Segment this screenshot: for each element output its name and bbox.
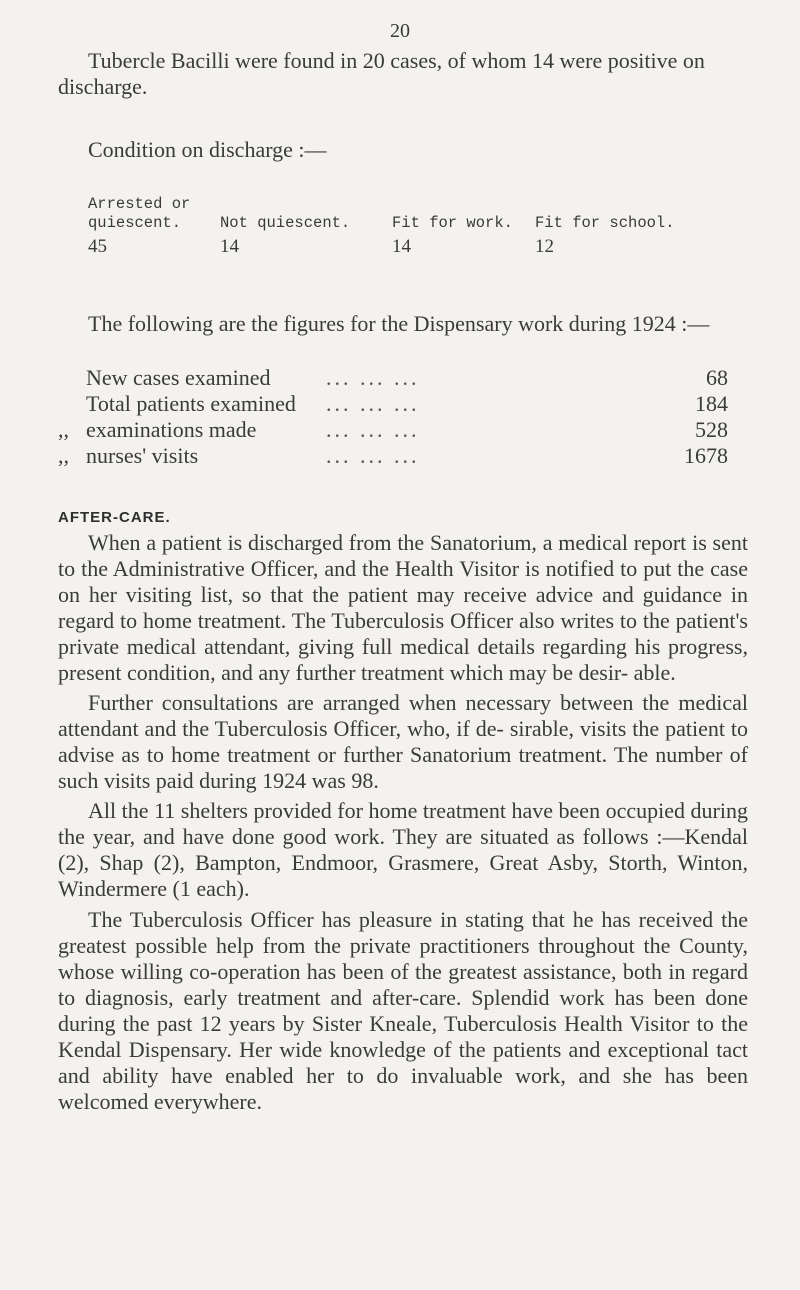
stat-row xyxy=(58,443,728,469)
stat-value: 184 xyxy=(695,391,728,416)
value-not-quiescent: 14 xyxy=(220,236,239,257)
stat-value: 1678 xyxy=(684,443,728,468)
header-quiescent: quiescent. xyxy=(88,214,182,232)
stat-row xyxy=(58,391,728,417)
value-fit-for-school: 12 xyxy=(535,236,554,257)
paragraph-discharge-report: When a patient is discharged from the Sanatorium, a medical report is sent to the Administrative Officer, and the Health Visitor is notified to put the case on her visiting list, so that the patient may receive advice and guidance in regard to home treatment. The Tuberculosis Officer also writes to the patient's private medical attendant, giving full medical details regarding his progress, present condition, and any further treatment which may be desir- able. xyxy=(58,530,748,685)
dispensary-intro: The following are the figures for the Dispensary work during 1924 :— xyxy=(88,311,710,336)
stat-row xyxy=(58,417,728,443)
paragraph-shelters: All the 11 shelters provided for home treatment have been occupied during the year, and have done good work. They are situated as follows :—Kendal (2), Shap (2), Bampton, Endmoor, Grasmere, Great Asby, Storth, Winton, Windermere (1 each). xyxy=(58,798,748,901)
header-fit-for-work: Fit for work. xyxy=(392,214,513,232)
header-arrested: Arrested or xyxy=(88,195,191,213)
after-care-heading: AFTER-CARE. xyxy=(58,509,171,526)
paragraph-acknowledgement: The Tuberculosis Officer has pleasure in stating that he has received the greatest possible help from the private practitioners throughout the County, whose willing co-operation has been of the greatest assistance, both in regard to diagnosis, early treatment and after-care. Splendid work has been done during the past 12 years by Sister Kneale, Tuberculosis Health Visitor to the Kendal Dispensary. Her wide knowledge of the patients and exceptional tact and ability have enabled her to do invaluable work, and she has been welcomed everywhere. xyxy=(58,907,748,1114)
value-fit-for-work: 14 xyxy=(392,236,411,257)
stat-leader-dots: ... ... ... xyxy=(326,443,420,468)
condition-values-row xyxy=(88,237,728,256)
header-fit-for-school: Fit for school. xyxy=(535,214,675,232)
stat-value: 528 xyxy=(695,417,728,442)
condition-header-row-2 xyxy=(88,214,728,233)
condition-header-row-1 xyxy=(88,195,728,214)
stat-value: 68 xyxy=(706,365,728,390)
stat-leader-dots: ... ... ... xyxy=(326,391,420,416)
intro-paragraph: Tubercle Bacilli were found in 20 cases, of whom 14 were positive on discharge. xyxy=(58,48,705,99)
stat-label: Total patients examined xyxy=(86,391,296,416)
stat-prefix: ,, xyxy=(58,417,69,442)
stat-label: nurses' visits xyxy=(86,443,199,468)
condition-table xyxy=(88,195,728,256)
stat-leader-dots: ... ... ... xyxy=(326,417,420,442)
paragraph-consultations: Further consultations are arranged when necessary between the medical attendant and the Tuberculosis Officer, who, if de- sirable, visits the patient to advise as to home treatment or further Sanatorium treatment. The number of such visits paid during 1924 was 98. xyxy=(58,690,748,793)
header-not-quiescent: Not quiescent. xyxy=(220,214,351,232)
stat-label: examinations made xyxy=(86,417,257,442)
stat-label: New cases examined xyxy=(86,365,271,390)
stat-prefix: ,, xyxy=(58,443,69,468)
value-arrested: 45 xyxy=(88,236,107,257)
page-number: 20 xyxy=(390,20,410,42)
dispensary-stats xyxy=(58,365,728,469)
stat-leader-dots: ... ... ... xyxy=(326,365,420,390)
stat-row xyxy=(58,365,728,391)
condition-heading: Condition on discharge :— xyxy=(88,137,327,162)
